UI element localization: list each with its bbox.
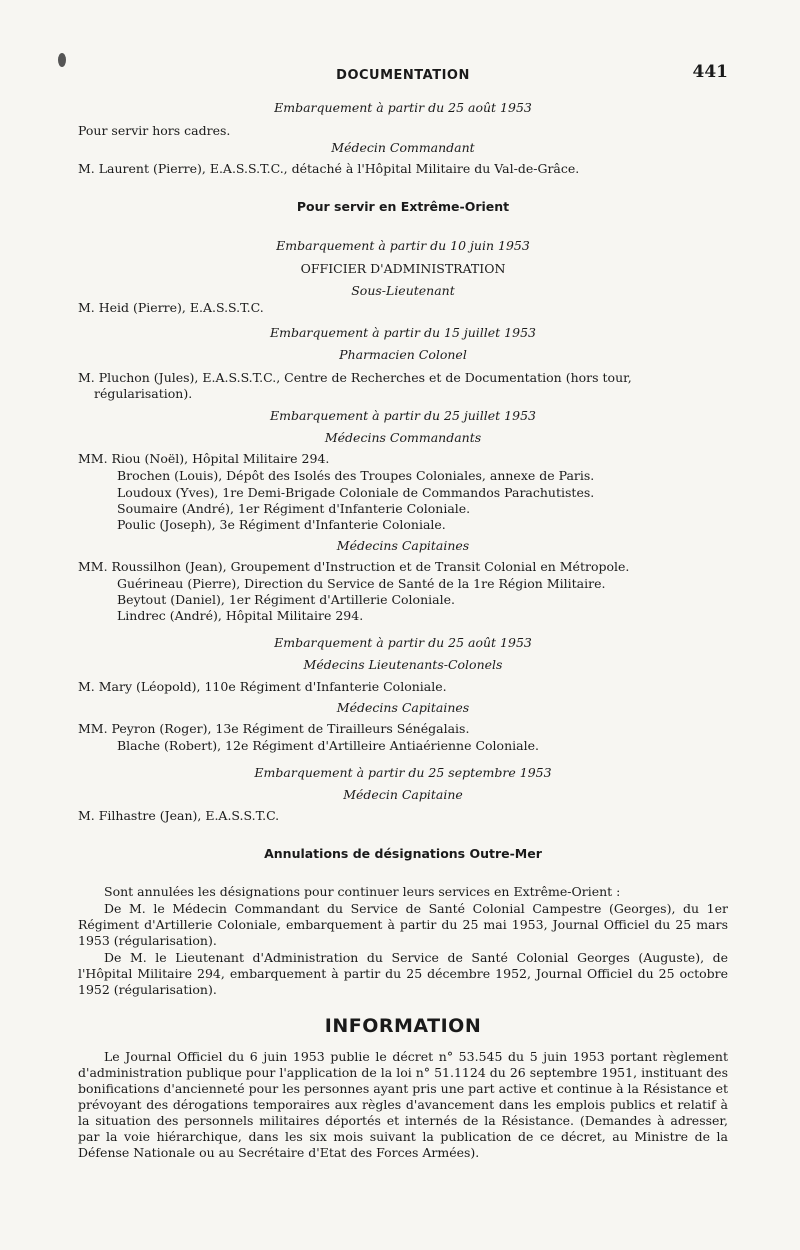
embarkation-heading: Embarquement à partir du 25 juillet 1953 xyxy=(269,408,536,423)
ink-spot xyxy=(58,53,66,67)
entry-line: Brochen (Louis), Dépôt des Isolés des Troupes Coloniales, annexe de Paris. xyxy=(117,468,595,483)
page-header xyxy=(78,60,728,90)
rank-heading: Médecins Capitaines xyxy=(336,538,470,553)
entry-line: M. Mary (Léopold), 110e Régiment d'Infanterie Coloniale. xyxy=(78,679,447,694)
section-heading: Pour servir en Extrême-Orient xyxy=(296,199,510,214)
entry-line: MM. Riou (Noël), Hôpital Militaire 294. xyxy=(78,451,330,466)
rank-heading: Médecins Commandants xyxy=(324,430,482,445)
entry-line: M. Heid (Pierre), E.A.S.S.T.C. xyxy=(78,300,264,315)
paragraph: De M. le Médecin Commandant du Service de Santé Colonial Campestre (Georges), du 1er Régiment d'Artillerie Coloniale, embarquement à partir du 25 mai 1953, Journal Officiel du 25 mars 1953 (régularisation). xyxy=(78,901,728,948)
entry-line: Guérineau (Pierre), Direction du Service de Santé de la 1re Région Militaire. xyxy=(117,576,606,591)
rank-heading: Sous-Lieutenant xyxy=(351,283,455,298)
rank-heading: Médecin Capitaine xyxy=(343,787,463,802)
paragraph: Sont annulées les désignations pour continuer leurs services en Extrême-Orient : xyxy=(104,884,621,899)
section-heading: Annulations de désignations Outre-Mer xyxy=(264,846,542,861)
rank-heading: OFFICIER D'ADMINISTRATION xyxy=(300,261,506,276)
paragraph: De M. le Lieutenant d'Administration du Service de Santé Colonial Georges (Auguste), de l'Hôpital Militaire 294, embarquement à partir du 25 décembre 1952, Journal Officiel du 25 octobre 1952 (régularisation). xyxy=(78,950,728,997)
paragraph: Le Journal Officiel du 6 juin 1953 publie le décret n° 53.545 du 5 juin 1953 portant règlement d'administration publique pour l'application de la loi n° 51.1124 du 26 septembre 1951, instituant des bonifications d'ancienneté pour les personnes ayant pris une part active et continue à la Résistance et prévoyant des dérogations temporaires aux règles d'avancement dans les emplois publics et relatif à la situation des personnels militaires déportés et internés de la Résistance. (Demandes à adresser, par la voie hiérarchique, dans les six mois suivant la publication de ce décret, au Ministre de la Défense Nationale ou au Secrétaire d'Etat des Forces Armées). xyxy=(78,1049,728,1160)
entry-line: Beytout (Daniel), 1er Régiment d'Artillerie Coloniale. xyxy=(117,592,455,607)
embarkation-heading: Embarquement à partir du 25 août 1953 xyxy=(274,635,532,650)
entry-line: Lindrec (André), Hôpital Militaire 294. xyxy=(117,608,364,623)
embarkation-heading: Embarquement à partir du 25 septembre 1953 xyxy=(254,765,552,780)
text-line: Pour servir hors cadres. xyxy=(78,123,231,138)
entry-line: Blache (Robert), 12e Régiment d'Artilleire Antiaérienne Coloniale. xyxy=(117,738,539,753)
rank-heading: Médecin Commandant xyxy=(331,140,475,155)
entry-line: MM. Roussilhon (Jean), Groupement d'Instruction et de Transit Colonial en Métropole. xyxy=(78,559,630,574)
entry-line: M. Pluchon (Jules), E.A.S.S.T.C., Centre de Recherches et de Documentation (hors tour, xyxy=(78,370,632,385)
embarkation-heading: Embarquement à partir du 25 août 1953 xyxy=(274,100,532,115)
entry-line: Poulic (Joseph), 3e Régiment d'Infanterie Coloniale. xyxy=(117,517,446,532)
section-heading: INFORMATION xyxy=(324,1015,482,1037)
rank-heading: Pharmacien Colonel xyxy=(339,347,467,362)
running-title: DOCUMENTATION xyxy=(336,68,470,83)
embarkation-heading: Embarquement à partir du 10 juin 1953 xyxy=(276,238,530,253)
rank-heading: Médecins Lieutenants-Colonels xyxy=(303,657,503,672)
page-number: 441 xyxy=(692,62,728,82)
embarkation-heading: Embarquement à partir du 15 juillet 1953 xyxy=(269,325,536,340)
rank-heading: Médecins Capitaines xyxy=(336,700,470,715)
entry-line: MM. Peyron (Roger), 13e Régiment de Tirailleurs Sénégalais. xyxy=(78,721,470,736)
entry-line: régularisation). xyxy=(94,386,193,401)
entry-line: Soumaire (André), 1er Régiment d'Infanterie Coloniale. xyxy=(117,501,471,516)
entry-line: Loudoux (Yves), 1re Demi-Brigade Coloniale de Commandos Parachutistes. xyxy=(117,485,595,500)
entry-line: M. Laurent (Pierre), E.A.S.S.T.C., détaché à l'Hôpital Militaire du Val-de-Grâce. xyxy=(78,161,580,176)
entry-line: M. Filhastre (Jean), E.A.S.S.T.C. xyxy=(78,808,280,823)
